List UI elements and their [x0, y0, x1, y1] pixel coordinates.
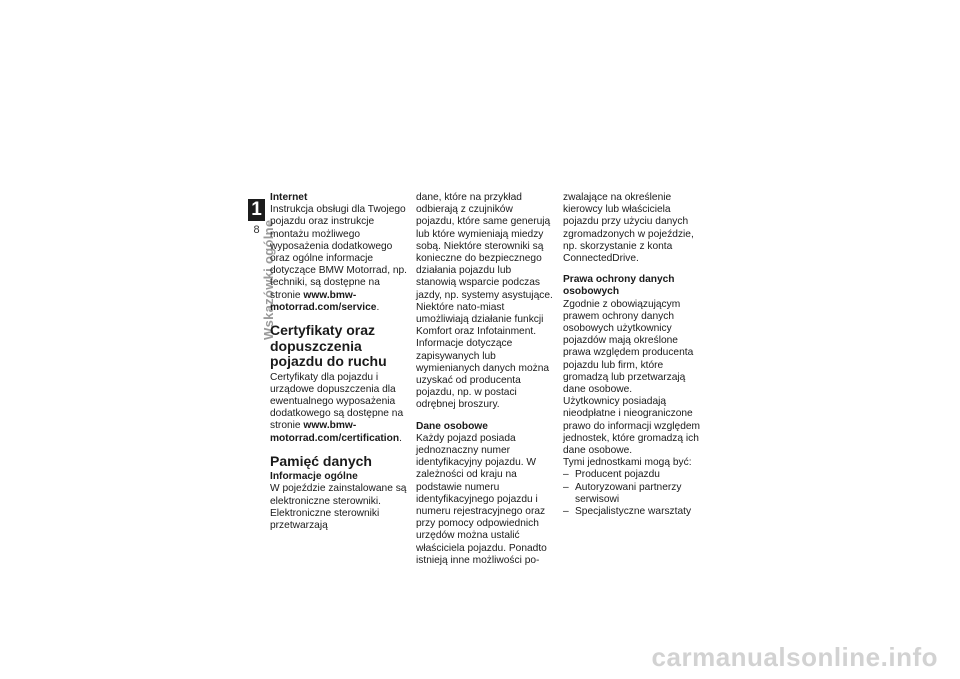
heading-general-info: Informacje ogólne: [270, 471, 358, 483]
heading-data-memory: Pamięć danych: [270, 452, 372, 469]
paragraph-general-info: W pojeździe zainstalowane są elektroniczne sterowniki. Elektroniczne sterowniki przetwarzają: [270, 483, 407, 532]
heading-certificates: Certyfikaty oraz dopuszczenia pojazdu do ruchu: [270, 322, 387, 370]
paragraph-information-right: Użytkownicy posiadają nieodpłatne i nieograniczone prawo do informacji względem jednostek, które gromadzą ich dane osobowe.: [563, 396, 701, 457]
list-item: [563, 482, 701, 506]
heading-data-protection-rights: Prawa ochrony danych osobowych: [563, 274, 675, 298]
list-item-text: Producent pojazdu: [575, 469, 660, 481]
paragraph-certificates: [270, 372, 408, 445]
list-item-text: Autoryzowani partnerzy serwisowi: [575, 481, 682, 505]
link-service[interactable]: www.bmw-motorrad.com/service: [270, 289, 377, 313]
internet-text: Instrukcja obsługi dla Twojego pojazdu oraz instrukcje montażu możliwego wyposażenia dodatkowego oraz ogólne informacje dotyczące BMW Motorrad, np. techniki, są dostępne na stronie: [270, 204, 408, 301]
paragraph-personal-data: Każdy pojazd posiada jednoznaczny numer identyfikacyjny pojazdu. W zależności od kraju na podstawie numeru identyfikacyjnego pojazdu i numeru rejestracyjnego oraz przy pomocy odpowiednich urzędów można ustalić właściciela pojazdu. Ponadto istnieją inne możliwości po-: [416, 432, 547, 566]
cert-text-end: .: [399, 432, 402, 444]
column-3: [563, 192, 701, 518]
paragraph-driver-identification: zwalające na określenie kierowcy lub właściciela pojazdu przy użyciu danych zgromadzonych w pojeździe, np. skorzystanie z konta ConnectedDrive.: [563, 192, 694, 265]
chapter-number-badge: 1: [248, 199, 265, 221]
chapter-title-vertical: Wskazówki ogólne: [261, 219, 276, 340]
paragraph-internet: [270, 204, 408, 314]
column-1: [270, 192, 408, 532]
column-2: [416, 192, 554, 567]
list-item-text: Specjalistyczne warsztaty: [575, 506, 692, 518]
dash-marker: –: [563, 481, 569, 493]
paragraph-data-processing: dane, które na przykład odbierają z czujników pojazdu, które same generują lub które wymieniają miedzy sobą. Niektóre sterowniki są konieczne do bezpiecznego działania pojazdu lub stanowią wsparcie podczas jazdy, np. systemy asystujące. Niektóre nato-miast umożliwiają działanie funkcji Komfort oraz Infotainment. Informacje dotyczące zapisywanych lub wymienianych danych można uzyskać od producenta pojazdu, np. w postaci odrębnej broszury.: [416, 192, 553, 411]
link-certification[interactable]: www.bmw-motorrad.com/certification: [270, 420, 400, 444]
cert-text: Certyfikaty dla pojazdu i urządowe dopuszczenia dla ewentualnego wyposażenia dodatkowego są dostępne na stronie: [270, 371, 404, 432]
list-item: [563, 506, 701, 518]
heading-personal-data: Dane osobowe: [416, 420, 488, 432]
list-item: [563, 469, 701, 481]
internet-text-end: .: [376, 301, 380, 313]
paragraph-rights: Zgodnie z obowiązującym prawem ochrony danych osobowych użytkownicy pojazdów mają określone prawa względem producenta pojazdu lub firm, które gromadzą lub przetwarzają dane osobowe.: [563, 298, 694, 396]
watermark: carmanualsonline.info: [651, 642, 938, 672]
heading-internet: Internet: [270, 192, 308, 203]
dash-marker: –: [563, 469, 569, 481]
dash-marker: –: [563, 506, 569, 518]
page-number: 8: [253, 224, 260, 236]
paragraph-entities-intro: Tymi jednostkami mogą być:: [563, 457, 692, 469]
